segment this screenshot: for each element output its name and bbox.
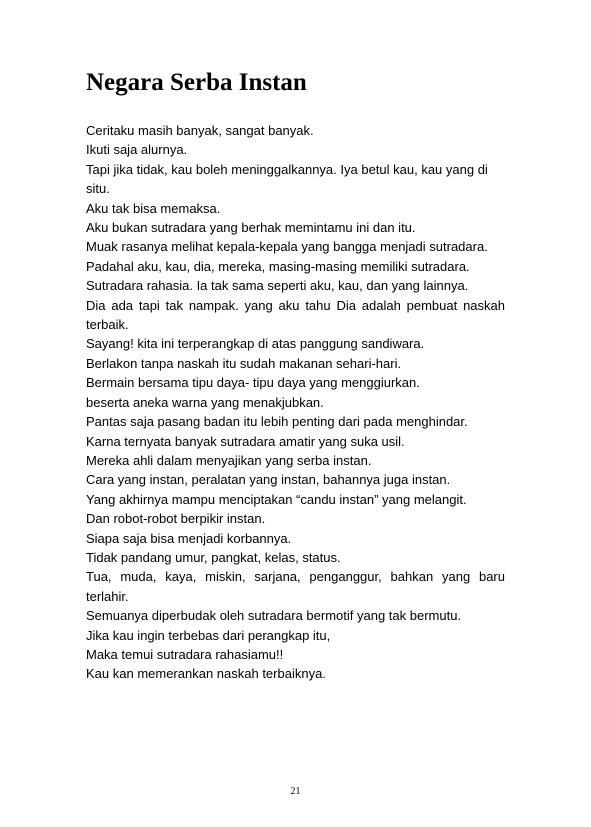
text-line: Cara yang instan, peralatan yang instan, bahannya juga instan. — [86, 472, 451, 488]
text-line: Aku tak bisa memaksa. — [86, 200, 221, 216]
text-line: Ikuti saja alurnya. — [86, 142, 188, 158]
text-line: Dan robot-robot berpikir instan. — [86, 511, 266, 527]
text-line: Aku bukan sutradara yang berhak memintamu ini dan itu. — [86, 220, 416, 236]
text-line: Kau kan memerankan naskah terbaiknya. — [86, 666, 326, 682]
text-line: Tua, muda, kaya, miskin, sarjana, penganggur, bahkan yang baru terlahir. — [86, 569, 505, 604]
text-line: Sutradara rahasia. Ia tak sama seperti aku, kau, dan yang lainnya. — [86, 278, 469, 294]
text-line: Ceritaku masih banyak, sangat banyak. — [86, 123, 314, 138]
text-line: Maka temui sutradara rahasiamu!! — [86, 646, 284, 662]
text-line: Siapa saja bisa menjadi korbannya. — [86, 530, 292, 546]
text-line: Tidak pandang umur, pangkat, kelas, status. — [86, 549, 341, 565]
text-line: Sayang! kita ini terperangkap di atas panggung sandiwara. — [86, 336, 425, 352]
text-line: Yang akhirnya mampu menciptakan “candu instan” yang melangit. — [86, 491, 467, 507]
text-line: Semuanya diperbudak oleh sutradara bermotif yang tak bermutu. — [86, 608, 462, 624]
poem-body — [86, 121, 505, 684]
page-number: 21 — [290, 786, 301, 797]
text-line: Karna ternyata banyak sutradara amatir yang suka usil. — [86, 433, 405, 449]
text-line: Jika kau ingin terbebas dari perangkap itu, — [86, 627, 331, 643]
text-line: Mereka ahli dalam menyajikan yang serba instan. — [86, 452, 372, 468]
text-line: Padahal aku, kau, dia, mereka, masing-masing memiliki sutradara. — [86, 258, 470, 274]
page-title: Negara Serba Instan — [86, 69, 307, 96]
text-line: beserta aneka warna yang menakjubkan. — [86, 394, 324, 410]
text-line: Tapi jika tidak, kau boleh meninggalkannya. Iya betul kau, kau yang di situ. — [86, 161, 488, 197]
text-line: Dia ada tapi tak nampak. yang aku tahu Dia adalah pembuat naskah terbaik. — [86, 297, 505, 333]
text-line: Bermain bersama tipu daya- tipu daya yang menggiurkan. — [86, 375, 420, 391]
text-line: Muak rasanya melihat kepala-kepala yang bangga menjadi sutradara. — [86, 239, 488, 255]
text-line: Pantas saja pasang badan itu lebih penting dari pada menghindar. — [86, 414, 468, 430]
text-line: Berlakon tanpa naskah itu sudah makanan sehari-hari. — [86, 355, 402, 371]
